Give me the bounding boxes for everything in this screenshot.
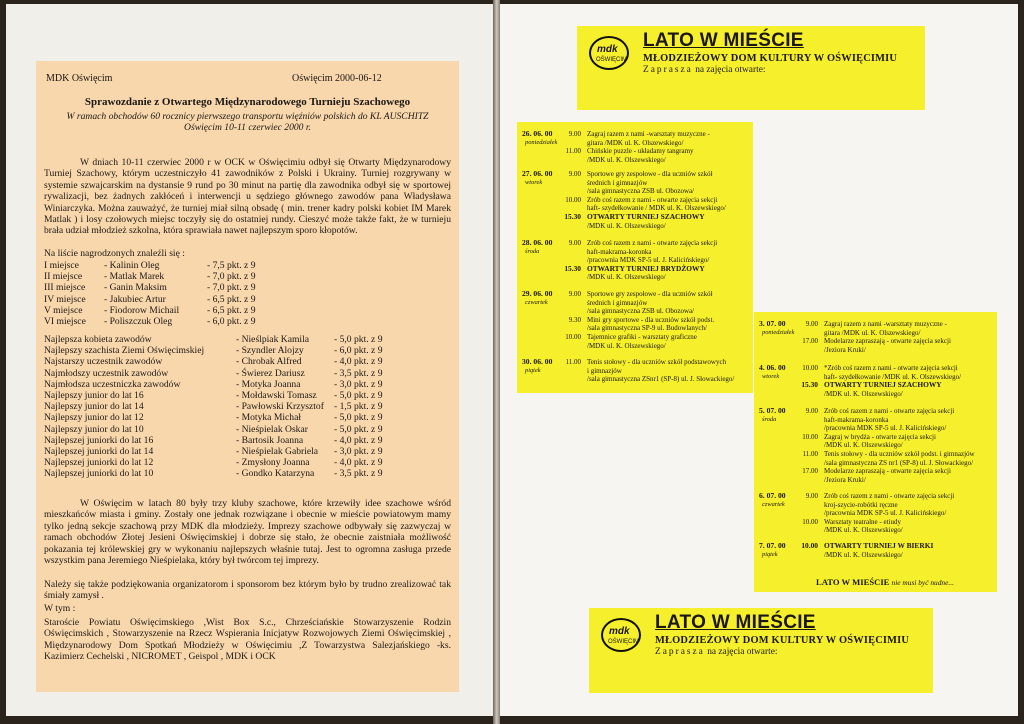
day-name: środa [525,248,540,255]
activity-text: /sala gimnastyczna ZSB ul. Obozowa/ [587,307,695,316]
award-name: - Mołdawski Tomasz [236,390,317,401]
award-name: - Nieśpielak Gabriela [236,446,319,457]
activity-text: Mini gry sportowe - dla uczniów szkół podst. [587,315,715,324]
place-points: - 6,5 pkt. z 9 [207,293,256,305]
banner-bottom-title: LATO W MIEŚCIE [655,612,816,633]
place-row [44,316,444,327]
activity-text: Warsztaty teatralne - etiudy [824,517,901,526]
right-page [500,4,1018,716]
activity-text: Tenis stołowy - dla uczniów szkół podstawowych [587,358,727,366]
activity-time: 9.00 [568,239,581,247]
award-points: - 1,5 pkt. z 9 [334,401,383,413]
activity-time: 10.00 [565,195,581,204]
activity-text: haft- szydełkowanie / MDK ul. K. Olszewskiego/ [587,204,726,213]
banner-top [577,26,925,110]
activity-text: Zrób coś razem z nami - otwarte zajęcia sekcji [587,195,718,204]
activity-text: Zrób coś razem z nami - otwarte zajęcia sekcji [824,407,955,415]
award-row [44,435,444,446]
award-points: - 3,0 pkt. z 9 [334,378,383,390]
award-row [44,457,444,468]
activity-text: /pracownia MDK SP-5 ul. J. Kalicińskiego/ [587,256,710,265]
place-name: - Kalinin Oleg [104,260,160,271]
day-date: 7. 07. 00 [759,541,786,550]
activity-time: 10.00 [802,432,818,441]
activity-text: średnich i gimnazjów [587,178,648,187]
activity-text: gitara /MDK ul. K. Olszewskiego/ [587,138,684,147]
activity-text: Zagraj w brydża - otwarte zajęcia sekcji [824,432,936,441]
activity-time: 10.00 [565,333,581,341]
activity-text: /pracownia MDK SP-5 ul. J. Kalicińskiego/ [824,424,947,433]
report-title: Sprawozdanie z Otwartego Międzynarodowego Turnieju Szachowego [84,96,411,108]
award-points: - 5,0 pkt. z 9 [334,334,383,345]
activity-text: /Jeziora Kruki/ [824,475,866,484]
award-category: Najlepszy junior do lat 14 [44,401,144,413]
book-spine [493,0,500,724]
day-name: poniedziałek [525,139,558,146]
day-date: 4. 06. 00 [759,363,786,372]
activity-text: Zrób coś razem z nami - otwarte zajęcia sekcji [587,239,718,247]
award-row [44,334,444,345]
award-points: - 3,0 pkt. z 9 [334,446,383,457]
award-name: - Szyndler Alojzy [236,345,304,357]
activity-time: 9.00 [805,407,818,415]
activity-time: 9.00 [805,492,818,500]
activity-time: 17.00 [802,467,818,476]
award-name: - Nieśpielak Oskar [236,423,308,435]
day-date: 29. 06. 00 [522,289,553,298]
activity-time: 11.00 [565,147,581,156]
award-points: - 4,0 pkt. z 9 [334,356,383,368]
place-name: - Jakubiec Artur [104,293,166,305]
activity-time: 9.00 [568,170,581,178]
place-points: - 6,5 pkt. z 9 [207,304,256,316]
activity-text: /MDK ul. K. Olszewskiego/ [824,526,903,535]
report-date: Oświęcim 2000-06-12 [292,73,382,84]
day-date: 28. 06. 00 [522,238,553,247]
day-date: 30. 06. 00 [522,357,553,366]
place-row [44,282,444,293]
activity-text: haft-makrama-koronka [587,247,652,256]
activity-text: /sala gimnastyczna ZS nr1 (SP-8) ul. J. Słowackiego/ [824,458,974,467]
sponsors-label: W tym : [44,603,76,614]
award-name: - Motyka Michał [236,412,302,424]
award-category: Najmłodszy uczestnik zawodów [44,367,169,379]
banner-bottom-subtitle: MŁODZIEŻOWY DOM KULTURY W OŚWIĘCIMIU [655,635,910,646]
banner-bottom [589,608,933,693]
award-name: - Gondko Katarzyna [236,468,315,480]
activity-text: /MDK ul. K. Olszewskiego/ [587,273,666,282]
schedule-footer: LATO W MIEŚCIE nie musi być nudne... [816,577,954,587]
activity-text: Tajemnice grafiki - warsztaty graficzne [587,333,697,341]
report-history [44,498,451,566]
activity-time: 17.00 [802,337,818,346]
award-category: Najlepszej juniorki do lat 12 [44,457,154,469]
activity-text: /MDK ul. K. Olszewskiego/ [824,441,903,450]
activity-time: 9.00 [568,290,581,298]
place-points: - 7,0 pkt. z 9 [207,282,256,294]
activity-text: Modelarze zapraszają - otwarte zajęcia sekcji [824,337,951,346]
activity-text: Sportowe gry zespołowe - dla uczniów szkół [587,290,713,298]
day-name: wtorek [762,373,780,380]
report-org: MDK Oświęcim [46,73,113,84]
report-thanks: Należy się także podziękowania organizatorom i sponsorom bez którym było by trudno zrealizować tak śmiały zamysł . [44,579,451,602]
activity-time: 15.30 [564,263,581,273]
banner-subtitle: MŁODZIEŻOWY DOM KULTURY W OŚWIĘCIMIU [643,53,898,64]
activity-time: 11.00 [802,450,818,458]
award-row [44,468,444,479]
award-name: - Motyka Joanna [236,378,301,390]
day-name: czwartek [525,299,548,306]
place-label: III miejsce [44,282,86,294]
place-points: - 6,0 pkt. z 9 [207,316,256,327]
activity-text: /sala gimnastyczna SP-9 ul. Budowlanych/ [587,324,707,333]
place-name: - Ganin Maksim [104,282,167,294]
activity-text: /Jeziora Kruki/ [824,345,866,354]
award-category: Najmłodsza uczestniczka zawodów [44,378,181,390]
activity-text: /MDK ul. K. Olszewskiego/ [587,341,666,350]
award-name: - Zmysłony Joanna [236,457,310,469]
place-name: - Fiodorow Michail [104,304,180,316]
award-row [44,345,444,356]
banner-bottom-invite: Zaprasza na zajęcia otwarte: [655,647,778,657]
award-row [44,424,444,435]
day-name: piątek [525,367,541,374]
activity-time: 10.00 [802,364,818,372]
place-name: - Poliszczuk Oleg [104,316,173,327]
sponsors-text: Staroście Powiatu Oświęcimskiego ,Wist Box S.c., Chrześciańskie Stowarzyszenie Rodzin Oświęcimskich , Stowarzyszenie na Rzecz Wspierania Inicjatyw Rozwojowych Ziemi Oświęcimskiej , Międzynarodowy Dom Spotkań Młodzieży w Oświęcimiu ,Z Towarzystwa Salezjańskiego -ks. Kazimierz Cechelski , NICROMET , Geispol , MDK i OCK [44,617,451,663]
place-label: V miejsce [44,304,83,316]
award-category: Najlepszej juniorki do lat 10 [44,468,154,480]
award-category: Najlepszy szachista Ziemi Oświęcimskiej [44,345,205,357]
place-label: II miejsce [44,271,83,283]
activity-text: haft- szydełkowanie /MDK ul. K. Olszewskiego/ [824,372,962,381]
award-points: - 3,5 pkt. z 9 [334,367,383,379]
activity-time: 10.00 [801,541,818,550]
day-date: 27. 06. 00 [522,169,553,178]
activity-text: OTWARTY TURNIEJ SZACHOWY [587,212,705,221]
activity-time: 15.30 [564,212,581,221]
day-name: piątek [762,551,778,558]
activity-time: 9.00 [568,130,581,138]
place-label: I miejsce [44,260,79,271]
award-points: - 6,0 pkt. z 9 [334,345,383,357]
activity-text: Zrób coś razem z nami - otwarte zajęcia sekcji [824,492,955,500]
day-date: 6. 07. 00 [759,491,786,500]
place-points: - 7,5 pkt. z 9 [207,260,256,271]
activity-time: 10.00 [802,517,818,526]
award-row [44,356,444,367]
activity-time: 11.00 [565,358,581,366]
place-row [44,260,444,271]
mdk-logo: mdk OŚWIĘCIM [589,36,629,70]
award-name: - Chrobak Alfred [236,356,302,368]
award-category: Najlepsza kobieta zawodów [44,334,152,345]
report-intro [44,157,451,237]
mdk-logo-bottom: mdk OŚWIĘCIM [601,618,641,652]
award-name: - Świerez Dariusz [236,367,305,379]
place-label: VI miejsce [44,316,86,327]
day-name: środa [762,416,777,423]
banner-invite: Zaprasza na zajęcia otwarte: [643,65,766,75]
award-points: - 5,0 pkt. z 9 [334,423,383,435]
activity-text: haft-makrama-koronka [824,415,889,424]
place-row [44,271,444,282]
day-date: 5. 07. 00 [759,406,786,415]
activity-text: /pracownia MDK SP-5 ul. J. Kalicińskiego/ [824,509,947,518]
award-category: Najlepszej juniorki do lat 14 [44,446,154,457]
award-category: Najlepszej juniorki do lat 16 [44,434,154,446]
activity-time: 9.30 [568,315,581,324]
day-name: czwartek [762,501,785,508]
report-intro-text: W dniach 10-11 czerwiec 2000 r w OCK w Oświęcimiu odbył się Otwarty Międzynarodowy Turniej Szachowy, którym uczestniczyło 41 zawodników z Polski i Ukrainy. Turniej rozgrywany w systemie szwajcarskim na dystansie 9 rund po 30 minut na partię dla zawodnika odbył się w sportowej rywalizacji, bez żadnych zakłóceń i interwencji u sędziego głównego zawodów pana Władysława Winiarczyka. Można zauważyć, że turniej miał silną obsadę ( min. trener kadry polski kobiet IM Marek Matlak ) i losy czołowych miejsc toczyły się do ostatniej rundy. Cieszyć może także fakt, że w turnieju brała udział młodzież szkolna, która sprawiała nawet najlepszym sporo kłopotów. [44,157,451,237]
day-name: poniedziałek [762,329,795,336]
activity-text: Sportowe gry zespołowe - dla uczniów szkół [587,170,713,178]
award-row [44,412,444,423]
activity-text: /sala gimnastyczna ZSnr1 (SP-8) ul. J. Słowackiego/ [587,375,735,384]
place-label: IV miejsce [44,293,86,305]
place-row [44,305,444,316]
activity-text: Modelarze zapraszają - otwarte zajęcia sekcji [824,467,951,476]
award-category: Najlepszy junior do lat 12 [44,412,144,424]
award-category: Najstarszy uczestnik zawodów [44,356,163,368]
report-sheet [36,61,459,692]
award-row [44,379,444,390]
activity-text: /MDK ul. K. Olszewskiego/ [824,550,903,559]
activity-time: 15.30 [801,380,818,390]
award-row [44,446,444,457]
day-date: 3. 07. 00 [759,319,786,328]
left-page [6,4,493,716]
award-points: - 3,5 pkt. z 9 [334,468,383,480]
award-points: - 4,0 pkt. z 9 [334,457,383,469]
place-name: - Matlak Marek [104,271,165,283]
report-history-text: W Oświęcim w latach 80 były trzy kluby szachowe, które krzewiły idee szachowe wśród mieszkańców miasta i gminy. Zostały one jednak rozwiązane i obecnie w mieście powiatowym mamy tylko jedną sekcje szachową przy MDK dla młodzieży. Imprezy szachowe odbywały się zazwyczaj w ramach obchodów Złotej Jesieni Oświęcimskiej i dobrze się stało, że obecnie zaistniała możliwość pokazania tej królewskiej gry w wykonaniu najlepszych właśnie tutaj. Jest to ogromna zasługa przede wszystkim pana Jeremiego Nieśpielaka, który był twórcom tej imprezy. [44,498,451,567]
activity-time: 9.00 [805,320,818,328]
award-category: Najlepszy junior do lat 16 [44,390,144,401]
award-row [44,368,444,379]
award-points: - 5,0 pkt. z 9 [334,390,383,401]
activity-text: /sala gimnastyczna ZSB ul. Obozowa/ [587,187,695,196]
winners-heading: Na liście nagrodzonych znaleźli się : [44,248,185,259]
activity-text: /MDK ul. K. Olszewskiego/ [587,221,666,230]
award-name: - Pawłowski Krzysztof [236,401,324,413]
award-row [44,390,444,401]
activity-text: Zagraj razem z nami -warsztaty muzyczne - [587,130,710,138]
activity-text: średnich i gimnazjów [587,298,648,307]
banner-title: LATO W MIEŚCIE [643,30,804,51]
activity-text: *Zrób coś razem z nami - otwarte zajęcia sekcji [824,364,958,372]
report-subtitle: W ramach obchodów 60 rocznicy pierwszego transportu więźniów polskich do KL AUSCHITZ Oświęcim 10-11 czerwiec 2000 r. [66,111,429,133]
award-points: - 5,0 pkt. z 9 [334,412,383,424]
award-name: - Bartosik Joanna [236,434,304,446]
award-category: Najlepszy junior do lat 10 [44,423,144,435]
award-name: - Nieślpiak Kamila [236,334,309,345]
award-row [44,401,444,412]
day-name: wtorek [525,179,543,186]
activity-text: Tenis stołowy - dla uczniów szkół podst. i gimnazjów [824,450,975,458]
award-points: - 4,0 pkt. z 9 [334,434,383,446]
activity-text: Zagraj razem z nami -warsztaty muzyczne - [824,320,947,328]
schedule-week-2 [754,312,997,592]
schedule-week-1 [517,122,753,393]
place-row [44,294,444,305]
activity-text: /MDK ul. K. Olszewskiego/ [824,389,903,398]
activity-text: /MDK ul. K. Olszewskiego/ [587,155,666,164]
activity-text: gitara /MDK ul. K. Olszewskiego/ [824,328,921,337]
activity-text: i gimnazjów [587,366,622,375]
activity-text: kroj-szycie-robótki ręczne [824,500,898,509]
activity-text: OTWARTY TURNIEJ W BIERKI [824,541,934,550]
activity-text: Chińskie puzzle - układamy tangramy [587,147,694,156]
activity-text: OTWARTY TURNIEJ BRYDŻOWY [587,263,705,273]
day-date: 26. 06. 00 [522,129,553,138]
activity-text: OTWARTY TURNIEJ SZACHOWY [824,380,942,390]
place-points: - 7,0 pkt. z 9 [207,271,256,283]
